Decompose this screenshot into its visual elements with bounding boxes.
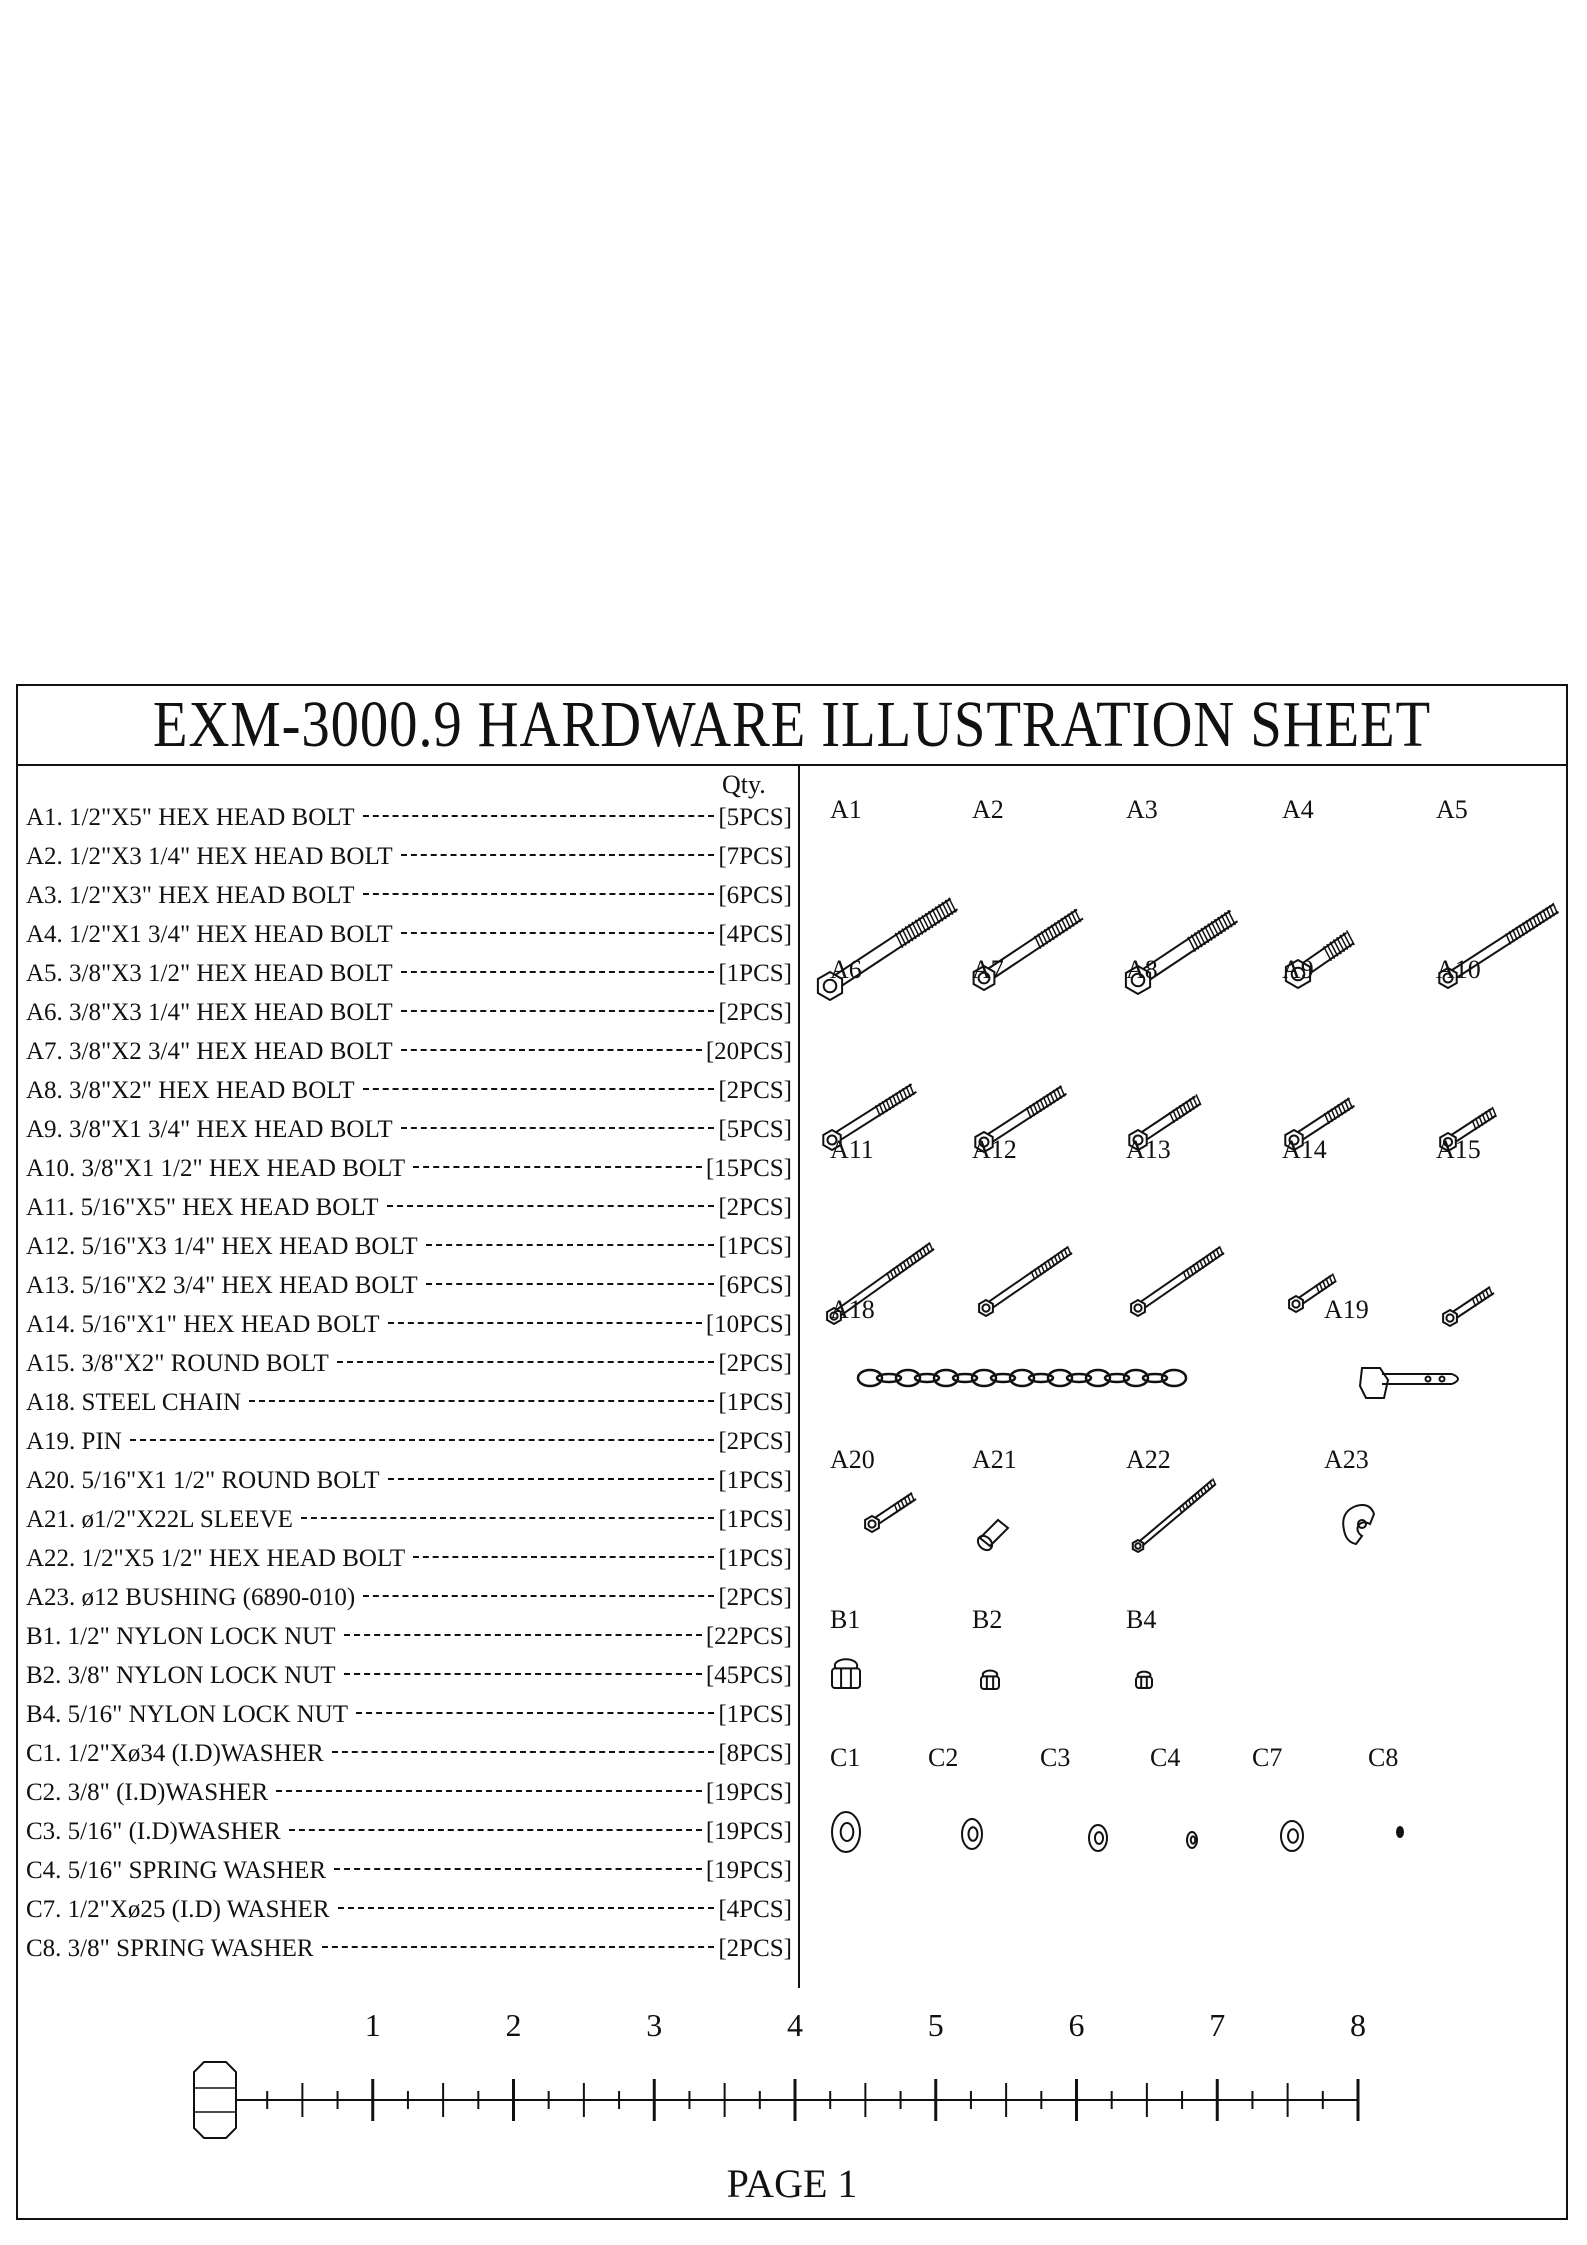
part-illustration-label: B4 xyxy=(1126,1605,1157,1634)
part-qty: [1PCS] xyxy=(718,1388,792,1416)
ruler-svg xyxy=(18,1992,1566,2162)
part-illustration-label: A1 xyxy=(830,795,862,824)
hex-bolt-icon xyxy=(818,898,958,1000)
leader-line xyxy=(338,1907,715,1909)
part-qty: [6PCS] xyxy=(718,881,792,909)
part-illustration-label: A15 xyxy=(1436,1135,1481,1164)
part-row xyxy=(26,1305,792,1344)
part-illustration-label: C1 xyxy=(830,1743,861,1772)
steel-chain-icon xyxy=(858,1370,1186,1386)
spring-washer-icon xyxy=(1187,1832,1197,1848)
part-label: A1. 1/2"X5" HEX HEAD BOLT xyxy=(26,803,355,831)
leader-line xyxy=(387,1205,715,1207)
part-qty: [1PCS] xyxy=(718,1544,792,1572)
pin-icon xyxy=(1360,1368,1458,1398)
part-label: A23. ø12 BUSHING (6890-010) xyxy=(26,1583,356,1611)
part-qty: [2PCS] xyxy=(718,1427,792,1455)
part-illustration-label: A6 xyxy=(830,955,862,984)
leader-line xyxy=(356,1712,714,1714)
part-row xyxy=(26,1695,792,1734)
leader-line xyxy=(401,854,715,856)
part-row xyxy=(26,1929,792,1968)
part-illustration-label: A21 xyxy=(972,1445,1017,1474)
bushing-icon xyxy=(1343,1505,1374,1544)
part-qty: [5PCS] xyxy=(718,1115,792,1143)
part-row xyxy=(26,1851,792,1890)
part-row xyxy=(26,876,792,915)
part-qty: [2PCS] xyxy=(718,1583,792,1611)
ruler-tick-label: 1 xyxy=(364,2007,381,2043)
part-label: A8. 3/8"X2" HEX HEAD BOLT xyxy=(26,1076,355,1104)
hex-bolt-icon xyxy=(979,1246,1072,1316)
part-label: B1. 1/2" NYLON LOCK NUT xyxy=(26,1622,336,1650)
part-row xyxy=(26,993,792,1032)
part-qty: [7PCS] xyxy=(718,842,792,870)
part-label: A20. 5/16"X1 1/2" ROUND BOLT xyxy=(26,1466,380,1494)
part-label: A13. 5/16"X2 3/4" HEX HEAD BOLT xyxy=(26,1271,418,1299)
part-label: A10. 3/8"X1 1/2" HEX HEAD BOLT xyxy=(26,1154,406,1182)
leader-line xyxy=(289,1829,702,1831)
leader-line xyxy=(413,1556,714,1558)
part-illustration-label: B1 xyxy=(830,1605,861,1634)
part-label: A19. PIN xyxy=(26,1427,122,1455)
part-qty: [2PCS] xyxy=(718,1076,792,1104)
part-illustration-label: A7 xyxy=(972,955,1004,984)
part-label: A18. STEEL CHAIN xyxy=(26,1388,242,1416)
leader-line xyxy=(388,1478,715,1480)
hardware-sheet xyxy=(16,684,1568,2220)
leader-line xyxy=(401,971,715,973)
part-illustration-label: A18 xyxy=(830,1295,875,1324)
part-illustration-label: A22 xyxy=(1126,1445,1171,1474)
part-row xyxy=(26,1071,792,1110)
part-label: A7. 3/8"X2 3/4" HEX HEAD BOLT xyxy=(26,1037,393,1065)
ruler-tick-label: 8 xyxy=(1350,2007,1366,2043)
leader-line xyxy=(363,893,715,895)
ruler-tick-label: 3 xyxy=(646,2007,663,2043)
parts-list xyxy=(26,798,792,1968)
washer-icon xyxy=(832,1812,860,1852)
part-row xyxy=(26,954,792,993)
leader-line xyxy=(426,1283,715,1285)
leader-line xyxy=(334,1868,702,1870)
part-label: C4. 5/16" SPRING WASHER xyxy=(26,1856,327,1884)
part-row xyxy=(26,1890,792,1929)
illustrations-svg xyxy=(802,766,1566,1988)
ruler-tick-label: 7 xyxy=(1209,2007,1226,2043)
part-label: C1. 1/2"Xø34 (I.D)WASHER xyxy=(26,1739,324,1767)
part-illustration-label: B2 xyxy=(972,1605,1003,1634)
leader-line xyxy=(413,1166,702,1168)
part-qty: [2PCS] xyxy=(718,1193,792,1221)
ruler-tick-label: 6 xyxy=(1068,2007,1085,2043)
part-illustration-label: A23 xyxy=(1324,1445,1369,1474)
part-label: A5. 3/8"X3 1/2" HEX HEAD BOLT xyxy=(26,959,393,987)
leader-line xyxy=(344,1634,702,1636)
part-qty: [20PCS] xyxy=(705,1037,792,1065)
part-row xyxy=(26,1383,792,1422)
part-qty: [2PCS] xyxy=(718,1934,792,1962)
part-row xyxy=(26,1344,792,1383)
leader-line xyxy=(344,1673,702,1675)
part-illustration-label: A10 xyxy=(1436,955,1481,984)
ruler-tick-label: 4 xyxy=(787,2007,803,2043)
leader-line xyxy=(401,1127,715,1129)
hex-bolt-icon xyxy=(1133,1478,1216,1552)
lock-nut-icon xyxy=(1136,1672,1152,1688)
illustration-panel xyxy=(802,766,1566,1988)
part-row xyxy=(26,1773,792,1812)
sheet-title: EXM-3000.9 HARDWARE ILLUSTRATION SHEET xyxy=(152,688,1432,761)
part-qty: [2PCS] xyxy=(718,998,792,1026)
washer-icon xyxy=(962,1819,982,1849)
part-illustration-label: A20 xyxy=(830,1445,875,1474)
part-illustration-label: C7 xyxy=(1252,1743,1283,1772)
part-illustration-label: A5 xyxy=(1436,795,1468,824)
part-illustration-label: A2 xyxy=(972,795,1004,824)
part-row xyxy=(26,1032,792,1071)
part-illustration-label: A4 xyxy=(1282,795,1314,824)
part-label: A3. 1/2"X3" HEX HEAD BOLT xyxy=(26,881,355,909)
part-row xyxy=(26,1500,792,1539)
leader-line xyxy=(363,1088,715,1090)
part-qty: [2PCS] xyxy=(718,1349,792,1377)
part-illustration-label: A9 xyxy=(1282,955,1314,984)
part-illustration-label: C2 xyxy=(928,1743,959,1772)
part-qty: [6PCS] xyxy=(718,1271,792,1299)
part-qty: [1PCS] xyxy=(718,1505,792,1533)
part-illustration-label: A8 xyxy=(1126,955,1158,984)
part-label: A14. 5/16"X1" HEX HEAD BOLT xyxy=(26,1310,380,1338)
part-row xyxy=(26,1422,792,1461)
part-qty: [4PCS] xyxy=(718,920,792,948)
part-row xyxy=(26,1149,792,1188)
washer-icon xyxy=(1089,1825,1107,1851)
part-illustration-label: C3 xyxy=(1040,1743,1071,1772)
part-row xyxy=(26,1266,792,1305)
part-row xyxy=(26,1656,792,1695)
ruler-tick-label: 5 xyxy=(927,2007,944,2043)
hex-bolt-icon xyxy=(1131,1246,1224,1316)
part-row xyxy=(26,915,792,954)
part-row xyxy=(26,1461,792,1500)
part-label: A12. 5/16"X3 1/4" HEX HEAD BOLT xyxy=(26,1232,418,1260)
ruler-bolt-head-icon xyxy=(194,2062,236,2138)
part-qty: [1PCS] xyxy=(718,1232,792,1260)
part-illustration-label: A13 xyxy=(1126,1135,1171,1164)
leader-line xyxy=(130,1439,715,1441)
part-label: B4. 5/16" NYLON LOCK NUT xyxy=(26,1700,348,1728)
part-row xyxy=(26,1812,792,1851)
lock-nut-icon xyxy=(832,1659,860,1688)
part-label: A21. ø1/2"X22L SLEEVE xyxy=(26,1505,293,1533)
part-row xyxy=(26,1578,792,1617)
leader-line xyxy=(426,1244,715,1246)
part-row xyxy=(26,1617,792,1656)
part-label: A11. 5/16"X5" HEX HEAD BOLT xyxy=(26,1193,379,1221)
ruler-tick-label: 2 xyxy=(505,2007,522,2043)
leader-line xyxy=(337,1361,715,1363)
part-row xyxy=(26,1227,792,1266)
part-label: C8. 3/8" SPRING WASHER xyxy=(26,1934,314,1962)
part-row xyxy=(26,1734,792,1773)
round-bolt-icon xyxy=(865,1493,916,1532)
part-illustration-label: A11 xyxy=(830,1135,874,1164)
page-number: PAGE 1 xyxy=(726,2161,858,2206)
part-qty: [19PCS] xyxy=(705,1778,792,1806)
leader-line xyxy=(249,1400,714,1402)
title-bar xyxy=(18,686,1566,766)
washer-icon xyxy=(1281,1821,1303,1851)
part-qty: [1PCS] xyxy=(718,1700,792,1728)
part-illustration-label: A12 xyxy=(972,1135,1017,1164)
part-row xyxy=(26,1539,792,1578)
sleeve-icon xyxy=(975,1520,1008,1553)
spring-washer-icon xyxy=(1396,1826,1404,1838)
part-label: A4. 1/2"X1 3/4" HEX HEAD BOLT xyxy=(26,920,393,948)
leader-line xyxy=(363,1595,714,1597)
leader-line xyxy=(401,932,715,934)
part-label: A2. 1/2"X3 1/4" HEX HEAD BOLT xyxy=(26,842,393,870)
part-qty: [5PCS] xyxy=(718,803,792,831)
part-row xyxy=(26,798,792,837)
part-qty: [15PCS] xyxy=(705,1154,792,1182)
qty-column-header: Qty. xyxy=(722,770,766,799)
part-label: C3. 5/16" (I.D)WASHER xyxy=(26,1817,281,1845)
part-illustration-label: A3 xyxy=(1126,795,1158,824)
leader-line xyxy=(276,1790,702,1792)
lock-nut-icon xyxy=(981,1671,999,1689)
part-label: A9. 3/8"X1 3/4" HEX HEAD BOLT xyxy=(26,1115,393,1143)
part-row xyxy=(26,1110,792,1149)
part-qty: [1PCS] xyxy=(718,1466,792,1494)
part-label: A15. 3/8"X2" ROUND BOLT xyxy=(26,1349,329,1377)
part-qty: [8PCS] xyxy=(718,1739,792,1767)
leader-line xyxy=(332,1751,715,1753)
part-illustration-label: C4 xyxy=(1150,1743,1181,1772)
part-illustration-label: A19 xyxy=(1324,1295,1369,1324)
part-label: C7. 1/2"Xø25 (I.D) WASHER xyxy=(26,1895,330,1923)
part-row xyxy=(26,1188,792,1227)
part-label: C2. 3/8" (I.D)WASHER xyxy=(26,1778,269,1806)
column-divider xyxy=(798,766,800,1988)
part-label: A22. 1/2"X5 1/2" HEX HEAD BOLT xyxy=(26,1544,406,1572)
leader-line xyxy=(401,1049,702,1051)
leader-line xyxy=(401,1010,715,1012)
part-illustration-label: C8 xyxy=(1368,1743,1399,1772)
round-bolt-icon xyxy=(1443,1287,1494,1326)
part-label: B2. 3/8" NYLON LOCK NUT xyxy=(26,1661,336,1689)
leader-line xyxy=(388,1322,702,1324)
part-qty: [1PCS] xyxy=(718,959,792,987)
leader-line xyxy=(322,1946,715,1948)
part-illustration-label: A14 xyxy=(1282,1135,1327,1164)
part-qty: [19PCS] xyxy=(705,1817,792,1845)
part-qty: [10PCS] xyxy=(705,1310,792,1338)
leader-line xyxy=(301,1517,714,1519)
leader-line xyxy=(363,815,715,817)
part-row xyxy=(26,837,792,876)
part-qty: [22PCS] xyxy=(705,1622,792,1650)
part-qty: [45PCS] xyxy=(705,1661,792,1689)
part-qty: [4PCS] xyxy=(718,1895,792,1923)
part-label: A6. 3/8"X3 1/4" HEX HEAD BOLT xyxy=(26,998,393,1026)
part-qty: [19PCS] xyxy=(705,1856,792,1884)
